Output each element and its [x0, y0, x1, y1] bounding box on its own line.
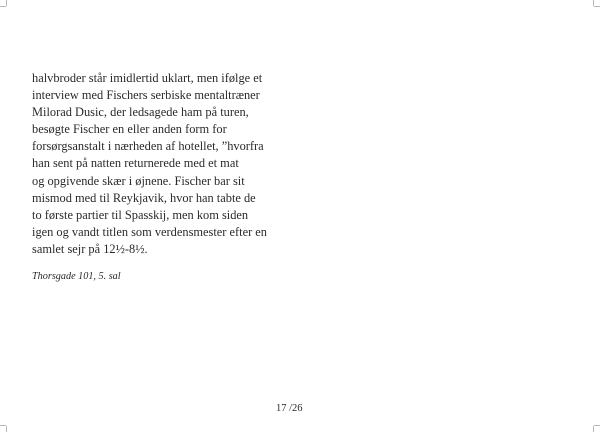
crop-mark-top-left — [0, 0, 7, 6]
body-line: halvbroder står imidlertid uklart, men ifølge et — [32, 71, 263, 85]
body-line: mismod med til Reykjavik, hvor han tabte de — [32, 190, 256, 205]
body-line: samlet sejr på 12½-8½. — [32, 241, 148, 256]
body-line: Milorad Dusic, der ledsagede ham på turen, — [32, 105, 249, 120]
body-line: han sent på natten returnerede med et mat — [32, 156, 239, 171]
body-line: igen og vandt titlen som verdensmester efter en — [32, 224, 268, 239]
body-paragraph — [32, 70, 302, 258]
body-line: besøgte Fischer en eller anden form for — [32, 122, 227, 137]
body-line: og opgivende skær i øjnene. Fischer bar sit — [32, 173, 245, 188]
body-line: to første partier til Spasskij, men kom siden — [32, 207, 249, 222]
crop-mark-bottom-right — [593, 426, 600, 432]
body-line: forsørgsanstalt i nærheden af hotellet, ”hvorfra — [32, 139, 264, 154]
body-line: interview med Fischers serbiske mentaltræner — [32, 88, 260, 103]
place-caption: Thorsgade 101, 5. sal — [32, 271, 121, 282]
page-number: 17 /26 — [276, 403, 303, 414]
crop-mark-bottom-left — [0, 426, 7, 432]
crop-mark-top-right — [593, 0, 600, 6]
